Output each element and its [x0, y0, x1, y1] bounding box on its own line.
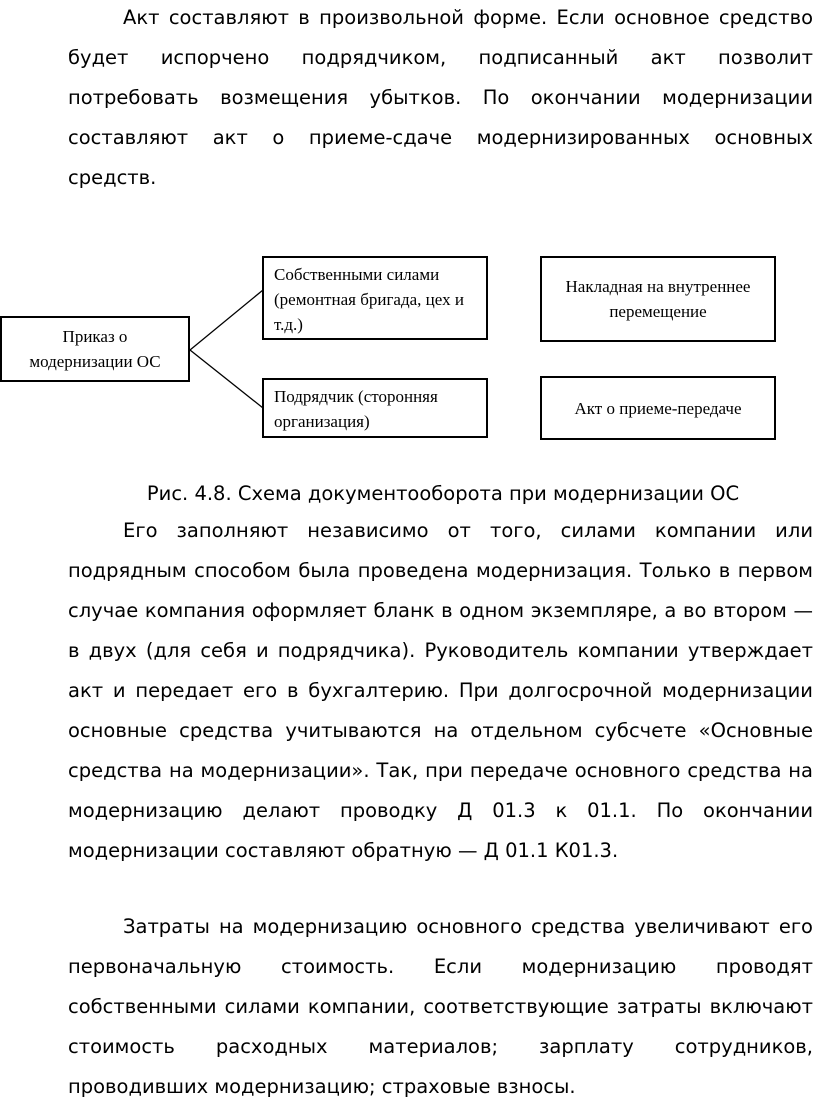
figure-caption: Рис. 4.8. Схема документооборота при модернизации ОС: [146, 482, 740, 505]
document-flow-diagram: [0, 240, 816, 460]
internal-transfer-waybill-box: Накладная на внутреннее перемещение: [540, 256, 776, 342]
connector-to-contractor: [190, 350, 263, 408]
connector-to-own-forces: [190, 290, 263, 350]
paragraph-modernization-costs: Затраты на модернизацию основного средства увеличивают его первоначальную стоимость. Если модернизацию проводят собственными силами компании, соответствующие затраты включают стоимость расходных материалов; зарплату сотрудников, проводивших модернизацию; страховые взносы.: [68, 915, 813, 1098]
own-forces-box: Собственными силами (ремонтная бригада, цех и т.д.): [262, 256, 488, 340]
intro-paragraph: Акт составляют в произвольной форме. Если основное средство будет испорчено подрядчиком, подписанный акт позволит потребовать возмещения убытков. По окончании модернизации составляют акт о приеме-сдаче модернизированных основных средств.: [68, 6, 813, 189]
root-order-box: Приказ о модернизации ОС: [0, 316, 190, 382]
paragraph-filling-act: Его заполняют независимо от того, силами компании или подрядным способом была проведена модернизация. Только в первом случае компания оформляет бланк в одном экземпляре, а во втором — в двух (для себя и подрядчика). Руководитель компании утверждает акт и передает его в бухгалтерию. При долгосрочной модернизации основные средства учитываются на отдельном субсчете «Основные средства на модернизации». Так, при передаче основного средства на модернизацию делают проводку Д 01.3 к 01.1. По окончании модернизации составляют обратную — Д 01.1 К01.3.: [68, 519, 813, 862]
contractor-box: Подрядчик (сторонняя организация): [262, 378, 488, 438]
acceptance-act-box: Акт о приеме-передаче: [540, 376, 776, 440]
